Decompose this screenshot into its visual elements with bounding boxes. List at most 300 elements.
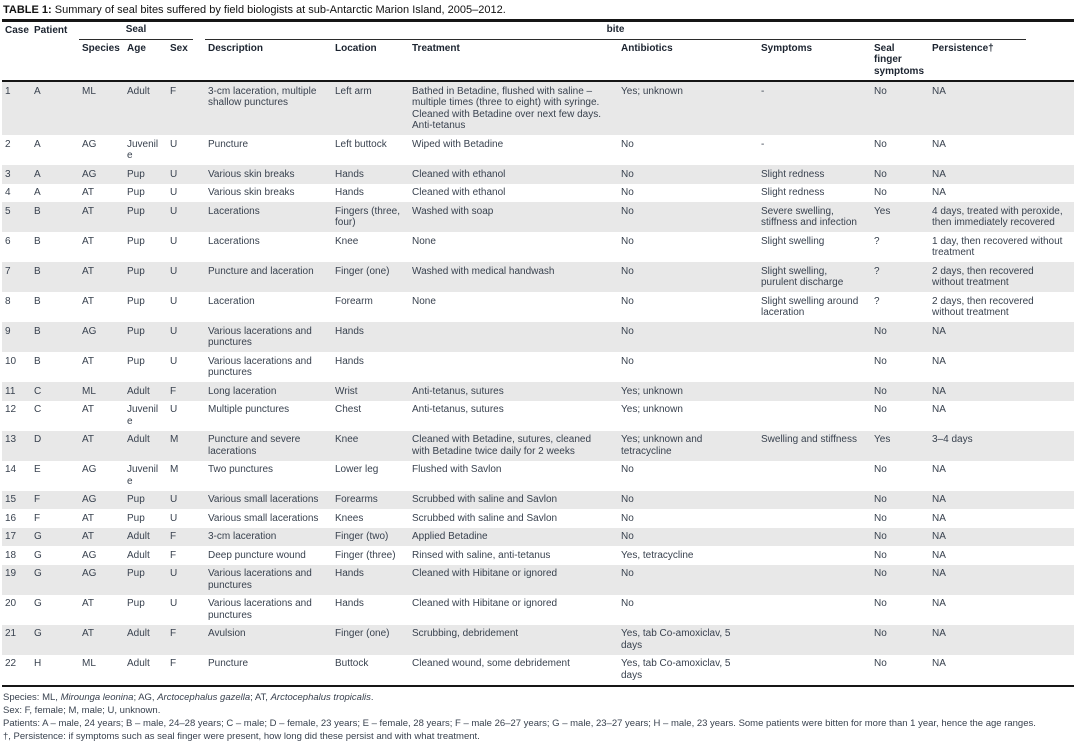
cell-case: 13 [2, 431, 31, 461]
cell-description: Various small lacerations [205, 491, 332, 510]
cell-location: Hands [335, 187, 364, 198]
cell-symptoms [758, 546, 871, 565]
footnote-line [3, 730, 1074, 743]
cell-location: Chest [335, 404, 362, 415]
cell-description: Deep puncture wound [208, 549, 306, 561]
cell-age: Pup [124, 322, 167, 352]
col-header-sex: Sex [167, 40, 205, 82]
cell-seal-finger-symptoms: Yes [871, 202, 929, 232]
cell-seal-finger-symptoms: No [871, 322, 929, 352]
cell-description: 3-cm laceration, multiple shallow punctures [205, 81, 332, 135]
cell-species: ML [79, 81, 124, 135]
cell-case: 2 [5, 138, 11, 150]
cell-persistence: NA [929, 322, 1074, 352]
cell-persistence: NA [929, 565, 1074, 595]
cell-species: AT [82, 512, 95, 524]
cell-symptoms [758, 461, 871, 491]
cell-age: Pup [124, 262, 167, 292]
cell-sex: M [170, 464, 179, 475]
cell-patient: G [31, 565, 79, 595]
cell-location: Fingers (three, four) [332, 202, 409, 232]
cell-patient: G [31, 528, 79, 547]
cell-case: 16 [5, 512, 17, 524]
cell-sex: U [167, 322, 205, 352]
cell-age: Pup [127, 295, 145, 307]
cell-description: Puncture and laceration [205, 262, 332, 292]
cell-species: AT [79, 625, 124, 655]
cell-location: Finger (one) [332, 262, 409, 292]
cell-age: Pup [127, 512, 145, 524]
cell-antibiotics: No [621, 355, 634, 367]
cell-patient: B [34, 355, 41, 367]
cell-patient: D [31, 431, 79, 461]
cell-antibiotics: No [621, 187, 634, 198]
cell-treatment: Cleaned wound, some debridement [409, 655, 618, 686]
cell-symptoms [758, 509, 871, 528]
species-name: Mirounga leonina [60, 691, 134, 703]
cell-seal-finger-symptoms: No [874, 138, 887, 150]
cell-antibiotics: No [621, 598, 634, 609]
cell-persistence: NA [932, 598, 946, 609]
cell-species: AG [79, 565, 124, 595]
cell-sex: F [167, 655, 205, 686]
cell-symptoms: Slight swelling [761, 235, 825, 247]
cell-treatment: Cleaned with ethanol [409, 165, 618, 184]
table-row [2, 625, 1074, 655]
col-header-persistence: Persistence† [929, 40, 1074, 82]
table-row [2, 565, 1074, 595]
cell-treatment: Cleaned with Betadine, sutures, cleaned with Betadine twice daily for 2 weeks [409, 431, 618, 461]
cell-species: AT [79, 262, 124, 292]
group-header-bite [205, 22, 1074, 40]
cell-description: 3-cm laceration [205, 528, 332, 547]
cell-persistence: NA [929, 165, 1074, 184]
table-row [2, 528, 1074, 547]
cell-symptoms [758, 352, 871, 382]
cell-seal-finger-symptoms: ? [874, 235, 880, 247]
cell-persistence: 4 days, treated with peroxide, then immediately recovered [929, 202, 1074, 232]
cell-patient: B [31, 262, 79, 292]
cell-patient: B [34, 235, 41, 247]
table-row [2, 135, 1074, 165]
cell-seal-finger-symptoms: No [871, 81, 929, 135]
footnote-text: ; AG, [133, 691, 158, 703]
cell-location: Left buttock [335, 138, 387, 150]
cell-sex: F [167, 382, 205, 401]
cell-location: Finger (one) [332, 625, 409, 655]
cell-persistence: 2 days, then recovered without treatment [932, 295, 1034, 318]
cell-species: AT [82, 235, 95, 247]
cell-species: AG [79, 491, 124, 510]
cell-location: Forearm [335, 295, 373, 307]
cell-case: 22 [2, 655, 31, 686]
cell-sex: F [167, 625, 205, 655]
cell-antibiotics: Yes; unknown [618, 382, 758, 401]
cell-location: Buttock [332, 655, 409, 686]
table-row [2, 232, 1074, 262]
cell-age: Pup [124, 165, 167, 184]
col-header-treatment: Treatment [409, 40, 618, 82]
cell-persistence: NA [932, 355, 946, 367]
cell-case: 1 [2, 81, 31, 135]
table-row [2, 401, 1074, 431]
cell-persistence: NA [929, 528, 1074, 547]
cell-persistence: NA [932, 187, 946, 198]
cell-symptoms [758, 382, 871, 401]
cell-location: Hands [332, 165, 409, 184]
cell-antibiotics: Yes, tab Co-amoxiclav, 5 days [618, 625, 758, 655]
cell-age: Pup [127, 235, 145, 247]
cell-description: Various skin breaks [205, 165, 332, 184]
cell-location: Knee [335, 235, 359, 247]
col-header-antibiotics: Antibiotics [618, 40, 758, 82]
cell-antibiotics: No [618, 491, 758, 510]
table-row [2, 382, 1074, 401]
cell-treatment [409, 352, 618, 382]
cell-antibiotics: No [618, 165, 758, 184]
cell-case: 4 [5, 187, 11, 198]
cell-species: AT [82, 598, 95, 609]
cell-species: AT [79, 202, 124, 232]
cell-location: Hands [335, 355, 364, 367]
cell-species: AG [82, 464, 97, 475]
cell-treatment: None [412, 295, 436, 307]
cell-treatment: Cleaned with Hibitane or ignored [409, 565, 618, 595]
cell-species: ML [79, 382, 124, 401]
group-header-seal [79, 22, 205, 40]
cell-description: Lacerations [208, 235, 260, 247]
cell-treatment: Anti-tetanus, sutures [412, 404, 504, 415]
cell-symptoms [758, 401, 871, 431]
table-row [2, 491, 1074, 510]
cell-age: Pup [124, 491, 167, 510]
cell-persistence: 1 day, then recovered without treatment [932, 235, 1063, 258]
cell-symptoms: Slight redness [758, 165, 871, 184]
cell-symptoms [758, 655, 871, 686]
cell-treatment [409, 322, 618, 352]
cell-age: Pup [127, 355, 145, 367]
cell-persistence: NA [932, 549, 946, 561]
cell-seal-finger-symptoms: No [871, 625, 929, 655]
table-title-text: Summary of seal bites suffered by field biologists at sub-Antarctic Marion Island, 2005–2012. [51, 4, 506, 16]
cell-persistence: NA [932, 138, 946, 150]
cell-patient: E [34, 464, 41, 475]
cell-sex: U [170, 235, 178, 247]
cell-antibiotics: No [621, 464, 634, 475]
header-group-row [2, 22, 1074, 40]
cell-treatment: Wiped with Betadine [412, 138, 504, 150]
cell-sex: U [170, 404, 178, 415]
cell-case: 17 [2, 528, 31, 547]
cell-location: Hands [332, 322, 409, 352]
cell-description: Avulsion [205, 625, 332, 655]
cell-seal-finger-symptoms: No [874, 549, 887, 561]
cell-species: AT [82, 295, 95, 307]
cell-symptoms: Swelling and stiffness [758, 431, 871, 461]
cell-species: AG [79, 165, 124, 184]
cell-case: 11 [2, 382, 31, 401]
cell-antibiotics: Yes, tetracycline [621, 549, 694, 561]
cell-seal-finger-symptoms: No [871, 655, 929, 686]
cell-seal-finger-symptoms: No [874, 464, 887, 475]
cell-location: Wrist [332, 382, 409, 401]
cell-antibiotics: No [621, 512, 634, 524]
cell-patient: G [34, 549, 42, 561]
cell-seal-finger-symptoms: No [871, 565, 929, 595]
cell-symptoms: Slight swelling around laceration [761, 295, 859, 318]
cell-antibiotics: Yes, tab Co-amoxiclav, 5 days [618, 655, 758, 686]
cell-symptoms [758, 565, 871, 595]
cell-patient: F [31, 491, 79, 510]
cell-location: Forearms [332, 491, 409, 510]
cell-sex: U [170, 187, 178, 198]
cell-treatment: Washed with soap [409, 202, 618, 232]
cell-antibiotics: No [621, 235, 634, 247]
cell-patient: B [31, 202, 79, 232]
cell-seal-finger-symptoms: No [874, 187, 887, 198]
cell-case: 5 [2, 202, 31, 232]
footnote-text: Species: ML, [3, 691, 61, 703]
cell-seal-finger-symptoms: No [874, 512, 887, 524]
cell-description: Various small lacerations [208, 512, 319, 524]
cell-antibiotics: No [621, 295, 634, 307]
cell-persistence: NA [929, 382, 1074, 401]
cell-sex: U [167, 262, 205, 292]
cell-case: 19 [2, 565, 31, 595]
table-row [2, 431, 1074, 461]
table-row [2, 322, 1074, 352]
cell-seal-finger-symptoms: No [871, 528, 929, 547]
header-row [2, 40, 1074, 82]
cell-symptoms [758, 595, 871, 625]
cell-species: ML [79, 655, 124, 686]
cell-patient: A [34, 187, 41, 198]
cell-symptoms [758, 322, 871, 352]
cell-location: Finger (three) [335, 549, 396, 561]
cell-sex: M [167, 431, 205, 461]
cell-treatment: Anti-tetanus, sutures [409, 382, 618, 401]
cell-antibiotics: Yes; unknown [621, 404, 683, 415]
footnote-text: ; AT, [250, 691, 271, 703]
cell-seal-finger-symptoms: No [874, 355, 887, 367]
cell-location: Hands [332, 565, 409, 595]
cell-patient: F [34, 512, 41, 524]
cell-persistence: NA [929, 491, 1074, 510]
cell-treatment: Bathed in Betadine, flushed with saline – multiple times (three to eight) with syringe. Cleaned with Betadine over next few days. Anti-tetanus [409, 81, 618, 135]
cell-symptoms: Slight swelling, purulent discharge [758, 262, 871, 292]
footnote-text: . [370, 691, 374, 703]
table-row [2, 352, 1074, 382]
cell-symptoms [758, 491, 871, 510]
species-name: Arctocephalus gazella [157, 691, 251, 703]
cell-case: 12 [5, 404, 17, 415]
cell-antibiotics: No [618, 322, 758, 352]
cell-treatment: None [412, 235, 436, 247]
cell-antibiotics: Yes; unknown [618, 81, 758, 135]
col-header-description: Description [205, 40, 332, 82]
cell-case: 6 [5, 235, 11, 247]
species-name: Arctocephalus tropicalis [270, 691, 371, 703]
table-row [2, 292, 1074, 322]
cell-case: 21 [2, 625, 31, 655]
cell-persistence: NA [929, 81, 1074, 135]
cell-seal-finger-symptoms: No [871, 165, 929, 184]
cell-patient: B [31, 322, 79, 352]
cell-patient: C [34, 404, 42, 415]
cell-symptoms: - [758, 81, 871, 135]
table-row [2, 262, 1074, 292]
cell-symptoms [758, 625, 871, 655]
cell-treatment: Cleaned with Hibitane or ignored [412, 598, 558, 609]
cell-sex: U [170, 512, 178, 524]
cell-persistence: NA [932, 512, 946, 524]
col-header-symptoms: Symptoms [758, 40, 871, 82]
cell-location: Knee [332, 431, 409, 461]
cell-patient: H [31, 655, 79, 686]
cell-antibiotics: No [618, 262, 758, 292]
cell-patient: A [31, 165, 79, 184]
cell-description: Puncture [205, 655, 332, 686]
table-row [2, 81, 1074, 135]
cell-case: 3 [2, 165, 31, 184]
cell-treatment: Flushed with Savlon [412, 464, 502, 475]
group-header-bite-label: bite [205, 24, 1026, 40]
cell-patient: G [31, 625, 79, 655]
cell-treatment: Applied Betadine [409, 528, 618, 547]
cell-description: Puncture [208, 138, 249, 150]
cell-age: Adult [124, 431, 167, 461]
cell-description: Laceration [208, 295, 255, 307]
cell-case: 8 [5, 295, 11, 307]
cell-description: Various skin breaks [208, 187, 295, 198]
cell-case: 20 [5, 598, 17, 609]
col-header-seal-finger-symptoms: Seal finger symptoms [871, 40, 929, 82]
cell-species: AT [79, 528, 124, 547]
group-header-seal-label: Seal [79, 24, 193, 40]
cell-antibiotics: No [618, 202, 758, 232]
table-row [2, 202, 1074, 232]
cell-persistence: NA [929, 655, 1074, 686]
cell-description: Lacerations [205, 202, 332, 232]
table-body [2, 81, 1074, 686]
table-row [2, 595, 1074, 625]
cell-symptoms: - [761, 138, 765, 150]
cell-location: Lower leg [335, 464, 379, 475]
cell-age: Adult [124, 382, 167, 401]
cell-treatment: Washed with medical handwash [409, 262, 618, 292]
cell-treatment: Cleaned with ethanol [412, 187, 506, 198]
cell-antibiotics: No [618, 565, 758, 595]
col-header-location: Location [332, 40, 409, 82]
cell-persistence: NA [932, 404, 946, 415]
cell-patient: B [34, 295, 41, 307]
footnote-line [3, 717, 1074, 730]
cell-age: Adult [124, 81, 167, 135]
cell-sex: U [167, 165, 205, 184]
cell-age: Pup [127, 598, 145, 609]
cell-sex: U [167, 565, 205, 595]
cell-age: Juvenile [127, 404, 159, 427]
cell-persistence: NA [929, 625, 1074, 655]
cell-description: Various lacerations and punctures [205, 565, 332, 595]
cell-antibiotics: No [618, 528, 758, 547]
cell-case: 9 [2, 322, 31, 352]
cell-treatment: Scrubbed with saline and Savlon [409, 491, 618, 510]
cell-sex: F [170, 549, 177, 561]
table-row [2, 461, 1074, 491]
cell-species: AT [82, 187, 95, 198]
cell-patient: C [31, 382, 79, 401]
cell-description: Various lacerations and punctures [205, 322, 332, 352]
cell-location: Finger (two) [332, 528, 409, 547]
cell-location: Hands [335, 598, 364, 609]
footnote-text: †, Persistence: if symptoms such as seal finger were present, how long did these persist and with what treatment. [3, 730, 480, 742]
cell-seal-finger-symptoms: No [871, 491, 929, 510]
cell-case: 15 [2, 491, 31, 510]
cell-case: 18 [5, 549, 17, 561]
cell-seal-finger-symptoms: ? [871, 262, 929, 292]
cell-symptoms: Severe swelling, stiffness and infection [758, 202, 871, 232]
table-title-label: TABLE 1: [3, 4, 52, 16]
cell-antibiotics: Yes; unknown and tetracycline [618, 431, 758, 461]
cell-species: AT [79, 431, 124, 461]
cell-species: AT [82, 404, 95, 415]
cell-case: 7 [2, 262, 31, 292]
cell-sex: U [170, 598, 178, 609]
footnote-line [3, 691, 1074, 704]
cell-patient: G [34, 598, 42, 609]
cell-persistence: 2 days, then recovered without treatment [929, 262, 1074, 292]
table-row [2, 655, 1074, 686]
cell-sex: U [170, 138, 178, 150]
footnote-text: Sex: F, female; M, male; U, unknown. [3, 704, 161, 716]
cell-age: Adult [124, 625, 167, 655]
cell-patient: A [34, 138, 41, 150]
table-row [2, 184, 1074, 203]
col-header-age: Age [124, 40, 167, 82]
cell-treatment: Scrubbing, debridement [409, 625, 618, 655]
cell-patient: A [31, 81, 79, 135]
table-row [2, 165, 1074, 184]
cell-description: Various lacerations and punctures [208, 598, 312, 621]
cell-description: Two punctures [208, 464, 274, 475]
table-row [2, 546, 1074, 565]
cell-species: AT [82, 355, 95, 367]
cell-treatment: Scrubbed with saline and Savlon [412, 512, 558, 524]
cell-description: Puncture and severe lacerations [205, 431, 332, 461]
cell-species: AG [82, 549, 97, 561]
cell-persistence: 3–4 days [929, 431, 1074, 461]
cell-description: Multiple punctures [208, 404, 290, 415]
cell-location: Knees [335, 512, 364, 524]
cell-sex: U [167, 491, 205, 510]
cell-persistence: NA [932, 464, 946, 475]
cell-age: Pup [124, 202, 167, 232]
col-header-case: Case [2, 22, 31, 81]
cell-species: AG [82, 138, 97, 150]
cell-seal-finger-symptoms: ? [874, 295, 880, 307]
table-title [2, 3, 1074, 19]
cell-sex: F [167, 528, 205, 547]
table-header [2, 22, 1074, 81]
cell-description: Long laceration [205, 382, 332, 401]
cell-symptoms [758, 528, 871, 547]
cell-sex: U [170, 295, 178, 307]
footnote-text: Patients: A – male, 24 years; B – male, 24–28 years; C – male; D – female, 23 years; E – female, 28 years; F – male 26–27 years; G – male, 23–27 years; H – male, 23 years. Some patients were bitten for more than 1 year, hence the age ranges. [3, 717, 1036, 729]
cell-sex: U [170, 355, 178, 367]
cell-species: AG [79, 322, 124, 352]
seal-bites-table [2, 22, 1074, 687]
